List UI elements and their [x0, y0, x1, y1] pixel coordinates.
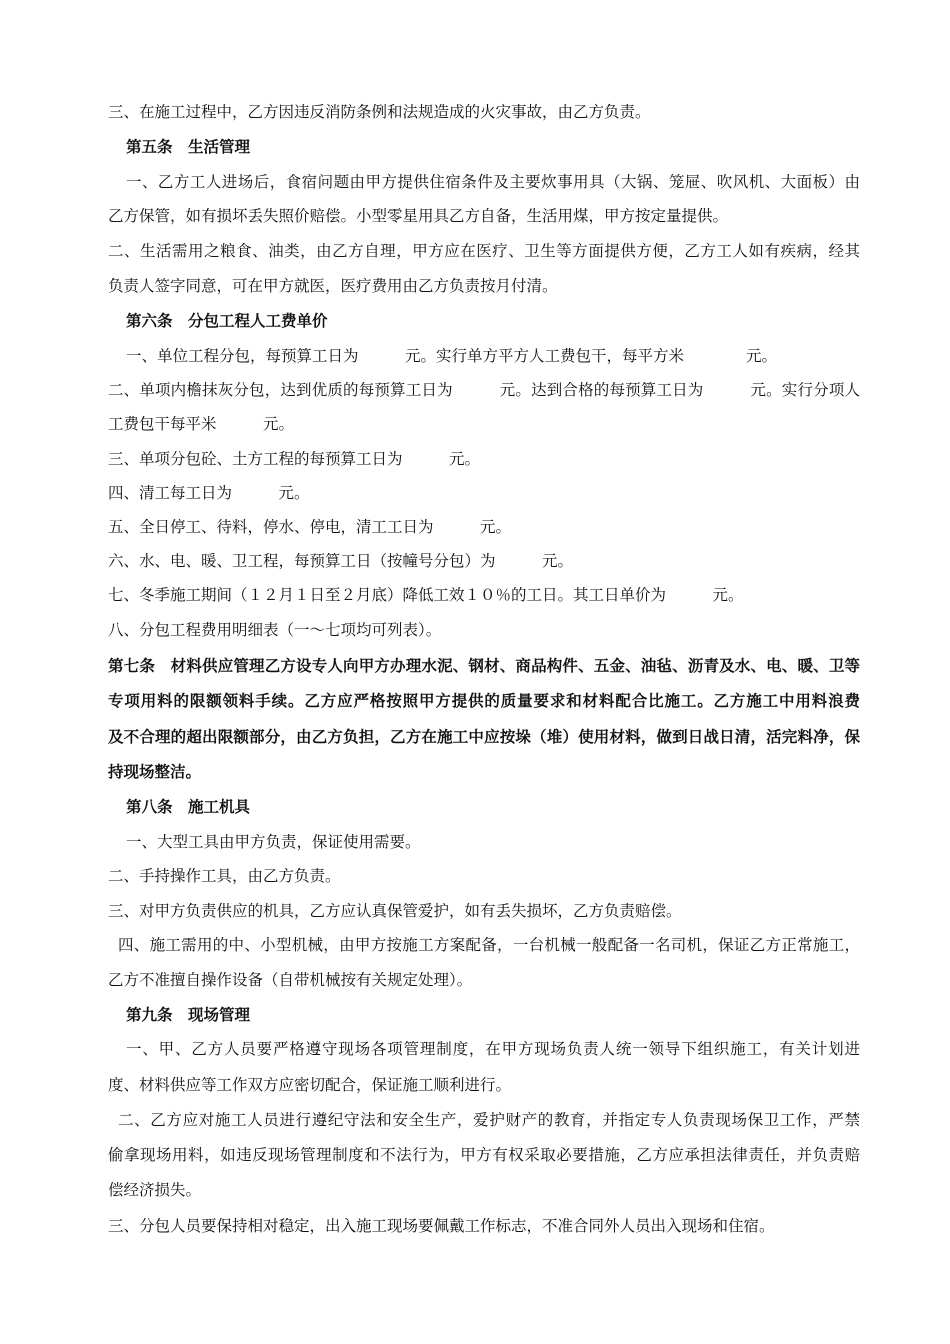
heading-article-5: 第五条 生活管理	[126, 138, 251, 156]
article-8-item-1: 一、大型工具由甲方负责，保证使用需要。	[126, 833, 421, 851]
article-6-item-6: 六、水、电、暖、卫工程，每预算工日（按幢号分包）为 元。	[108, 552, 574, 570]
article-9-item-2-line-1: 二、乙方应对施工人员进行遵纪守法和安全生产，爱护财产的教育，并指定专人负责现场保卫工作，严禁	[118, 1111, 860, 1129]
heading-article-9: 第九条 现场管理	[126, 1006, 251, 1024]
article-6-item-2-line-1: 二、单项内檐抹灰分包，达到优质的每预算工日为 元。达到合格的每预算工日为 元。实行分项人	[108, 381, 860, 399]
clause-4-item-3: 三、在施工过程中，乙方因违反消防条例和法规造成的火灾事故，由乙方负责。	[108, 103, 651, 121]
article-9-item-3: 三、分包人员要保持相对稳定，出入施工现场要佩戴工作标志，不准合同外人员出入现场和住宿。	[108, 1217, 775, 1235]
article-5-item-2-line-1: 二、生活需用之粮食、油类，由乙方自理，甲方应在医疗、卫生等方面提供方便，乙方工人如有疾病，经其	[108, 242, 860, 260]
article-7-line-2: 专项用料的限额领料手续。乙方应严格按照甲方提供的质量要求和材料配合比施工。乙方施工中用料浪费	[108, 692, 860, 710]
article-6-item-5: 五、全日停工、待料，停水、停电，清工工日为 元。	[108, 518, 512, 536]
article-9-item-1-line-1: 一、甲、乙方人员要严格遵守现场各项管理制度，在甲方现场负责人统一领导下组织施工，有关计划进	[126, 1040, 860, 1058]
article-9-item-1-line-2: 度、材料供应等工作双方应密切配合，保证施工顺利进行。	[108, 1076, 512, 1094]
heading-article-8: 第八条 施工机具	[126, 798, 251, 816]
article-6-item-7: 七、冬季施工期间（１２月１日至２月底）降低工效１０％的工日。其工日单价为 元。	[108, 586, 744, 604]
article-8-item-3: 三、对甲方负责供应的机具，乙方应认真保管爱护，如有丢失损坏，乙方负责赔偿。	[108, 902, 682, 920]
article-6-item-3: 三、单项分包砼、土方工程的每预算工日为 元。	[108, 450, 481, 468]
heading-article-6: 第六条 分包工程人工费单价	[126, 312, 328, 330]
article-6-item-8: 八、分包工程费用明细表（一～七项均可列表）。	[108, 621, 442, 639]
article-8-item-2: 二、手持操作工具，由乙方负责。	[108, 867, 341, 885]
article-6-item-2-line-2: 工费包干每平米 元。	[108, 415, 295, 433]
article-8-item-4-line-1: 四、施工需用的中、小型机械，由甲方按施工方案配备，一台机械一般配备一名司机，保证乙方正常施工，	[118, 936, 860, 954]
article-7-line-3: 及不合理的超出限额部分，由乙方负担，乙方在施工中应按垛（堆）使用材料，做到日战日清，活完料净，保	[108, 728, 860, 746]
article-5-item-1-line-2: 乙方保管，如有损坏丢失照价赔偿。小型零星用具乙方自备，生活用煤，甲方按定量提供。	[108, 207, 729, 225]
article-6-item-4: 四、清工每工日为 元。	[108, 484, 310, 502]
article-8-item-4-line-2: 乙方不准擅自操作设备（自带机械按有关规定处理）。	[108, 971, 473, 989]
article-9-item-2-line-3: 偿经济损失。	[108, 1181, 202, 1199]
article-7-line-4: 持现场整洁。	[108, 763, 202, 781]
article-6-item-1: 一、单位工程分包，每预算工日为 元。实行单方平方人工费包干，每平方米 元。	[126, 347, 778, 365]
article-5-item-2-line-2: 负责人签字同意，可在甲方就医，医疗费用由乙方负责按月付清。	[108, 277, 558, 295]
article-5-item-1-line-1: 一、乙方工人进场后，食宿问题由甲方提供住宿条件及主要炊事用具（大锅、笼屉、吹风机、大面板）由	[126, 173, 860, 191]
article-9-item-2-line-2: 偷拿现场用料，如违反现场管理制度和不法行为，甲方有权采取必要措施，乙方应承担法律责任，并负责赔	[108, 1146, 860, 1164]
article-7-line-1: 第七条 材料供应管理乙方设专人向甲方办理水泥、钢材、商品构件、五金、油毡、沥青及水、电、暖、卫等	[108, 657, 860, 675]
